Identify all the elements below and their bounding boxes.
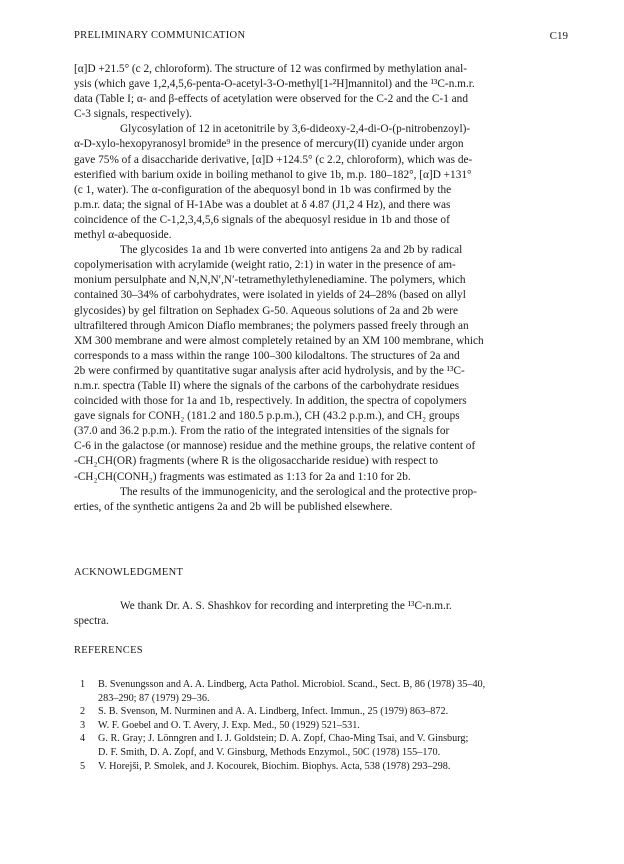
text-line: methyl α-abequoside.	[74, 229, 172, 242]
text-line: (37.0 and 36.2 p.p.m.). From the ratio of the integrated intensities of the signals for	[74, 425, 450, 438]
body-text	[74, 62, 568, 515]
text-line: -CH₂CH(OR) fragments (where R is the oligosaccharide residue) with respect to	[74, 455, 439, 468]
reference-line: S. B. Svenson, M. Nurminen and A. A. Lindberg, Infect. Immun., 25 (1979) 863–872.	[98, 706, 449, 718]
reference-line: 283–290; 87 (1979) 29–36.	[98, 692, 210, 704]
text-line: The glycosides 1a and 1b were converted into antigens 2a and 2b by radical	[120, 244, 463, 257]
paragraph	[74, 243, 568, 485]
text-line: contained 30–34% of carbohydrates, were isolated in yields of 24–28% (based on allyl	[74, 289, 466, 302]
page-number: C19	[549, 30, 568, 42]
acknowledgment-heading: ACKNOWLEDGMENT	[74, 567, 184, 578]
reference-line: D. F. Smith, D. A. Zopf, and V. Ginsburg, Methods Enzymol., 50C (1978) 155–170.	[98, 746, 441, 758]
reference-line: B. Svenungsson and A. A. Lindberg, Acta Pathol. Microbiol. Scand., Sect. B, 86 (1978) 35–40,	[98, 679, 486, 690]
text-line: 2b were confirmed by quantitative sugar analysis after acid hydrolysis, and by the ¹³C-	[74, 364, 465, 377]
text-line: monium persulphate and N,N,N′,N′-tetramethylethylenediamine. The polymers, which	[74, 274, 466, 287]
references-heading: REFERENCES	[74, 645, 143, 656]
text-line: gave 75% of a disaccharide derivative, [α]D +124.5° (c 2.2, chloroform), which was de-	[74, 153, 473, 166]
acknowledgment-line: We thank Dr. A. S. Shashkov for recording and interpreting the ¹³C-n.m.r.	[120, 600, 452, 612]
text-line: p.m.r. data; the signal of H-1Abe was a doublet at δ 4.87 (J1,2 4 Hz), and there was	[74, 198, 451, 211]
paragraph	[74, 485, 568, 515]
reference-item	[80, 760, 570, 774]
text-line: -CH₂CH(CONH₂) fragments was estimated as 1:13 for 2a and 1:10 for 2b.	[74, 470, 411, 483]
text-line: data (Table I; α- and β-effects of acetylation were observed for the C-2 and the C-1 and	[74, 93, 468, 106]
acknowledgment-text	[74, 599, 568, 629]
reference-number: 1	[80, 679, 86, 690]
reference-line: G. R. Gray; J. Lönngren and I. J. Goldstein; D. A. Zopf, Chao-Ming Tsai, and V. Ginsburg;	[98, 733, 469, 745]
text-line: ysis (which gave 1,2,4,5,6-penta-O-acetyl-3-O-methyl[1-²H]mannitol) and the ¹³C-n.m.r.	[74, 78, 475, 91]
text-line: copolymerisation with acrylamide (weight ratio, 2:1) in water in the presence of am-	[74, 259, 456, 272]
text-line: [α]D +21.5° (c 2, chloroform). The structure of 12 was confirmed by methylation anal-	[74, 63, 468, 75]
text-line: C-3 signals, respectively).	[74, 108, 192, 121]
text-line: XM 300 membrane and were almost completely retained by an XM 100 membrane, which	[74, 334, 484, 347]
running-header	[74, 30, 568, 46]
running-title: PRELIMINARY COMMUNICATION	[74, 30, 246, 41]
text-line: n.m.r. spectra (Table II) where the signals of the carbons of the carbohydrate residues	[74, 379, 460, 392]
paragraph	[74, 62, 568, 122]
text-line: corresponds to a mass within the range 100–300 kilodaltons. The structures of 2a and	[74, 349, 460, 362]
paragraph	[74, 122, 568, 243]
acknowledgment-line: spectra.	[74, 615, 109, 628]
reference-number: 2	[80, 706, 86, 718]
reference-line: V. Horejši, P. Smolek, and J. Kocourek, Biochim. Biophys. Acta, 538 (1978) 293–298.	[98, 760, 451, 772]
text-line: C-6 in the galactose (or mannose) residue and the methine groups, the relative content of	[74, 440, 476, 453]
text-line: Glycosylation of 12 in acetonitrile by 3,6-dideoxy-2,4-di-O-(p-nitrobenzoyl)-	[120, 123, 471, 136]
text-line: coincidence of the C-1,2,3,4,5,6 signals of the abequosyl residue in 1b and those of	[74, 213, 450, 226]
text-line: The results of the immunogenicity, and the serological and the protective prop-	[120, 485, 477, 498]
text-line: coincided with those for 1a and 1b, respectively. In addition, the spectra of copolymers	[74, 395, 467, 408]
text-line: erties, of the synthetic antigens 2a and 2b will be published elsewhere.	[74, 500, 393, 513]
reference-item	[80, 705, 570, 719]
text-line: esterified with barium oxide in boiling methanol to give 1b, m.p. 180–182°, [α]D +131°	[74, 168, 472, 181]
text-line: (c 1, water). The α-configuration of the abequosyl bond in 1b was confirmed by the	[74, 183, 452, 196]
reference-number: 4	[80, 733, 86, 745]
text-line: gave signals for CONH₂ (181.2 and 180.5 p.p.m.), CH (43.2 p.p.m.), and CH₂ groups	[74, 410, 460, 423]
reference-number: 3	[80, 719, 86, 731]
reference-item	[80, 678, 570, 705]
reference-line: W. F. Goebel and O. T. Avery, J. Exp. Med., 50 (1929) 521–531.	[98, 719, 360, 731]
text-line: glycosides) by gel filtration on Sephadex G-50. Aqueous solutions of 2a and 2b were	[74, 304, 459, 317]
reference-number: 5	[80, 760, 86, 772]
reference-item	[80, 719, 570, 733]
text-line: α-D-xylo-hexopyranosyl bromide⁹ in the presence of mercury(II) cyanide under argon	[74, 138, 464, 151]
reference-item	[80, 732, 570, 759]
text-line: ultrafiltered through Amicon Diaflo membranes; the polymers passed freely through an	[74, 319, 469, 332]
references-list	[80, 678, 570, 773]
